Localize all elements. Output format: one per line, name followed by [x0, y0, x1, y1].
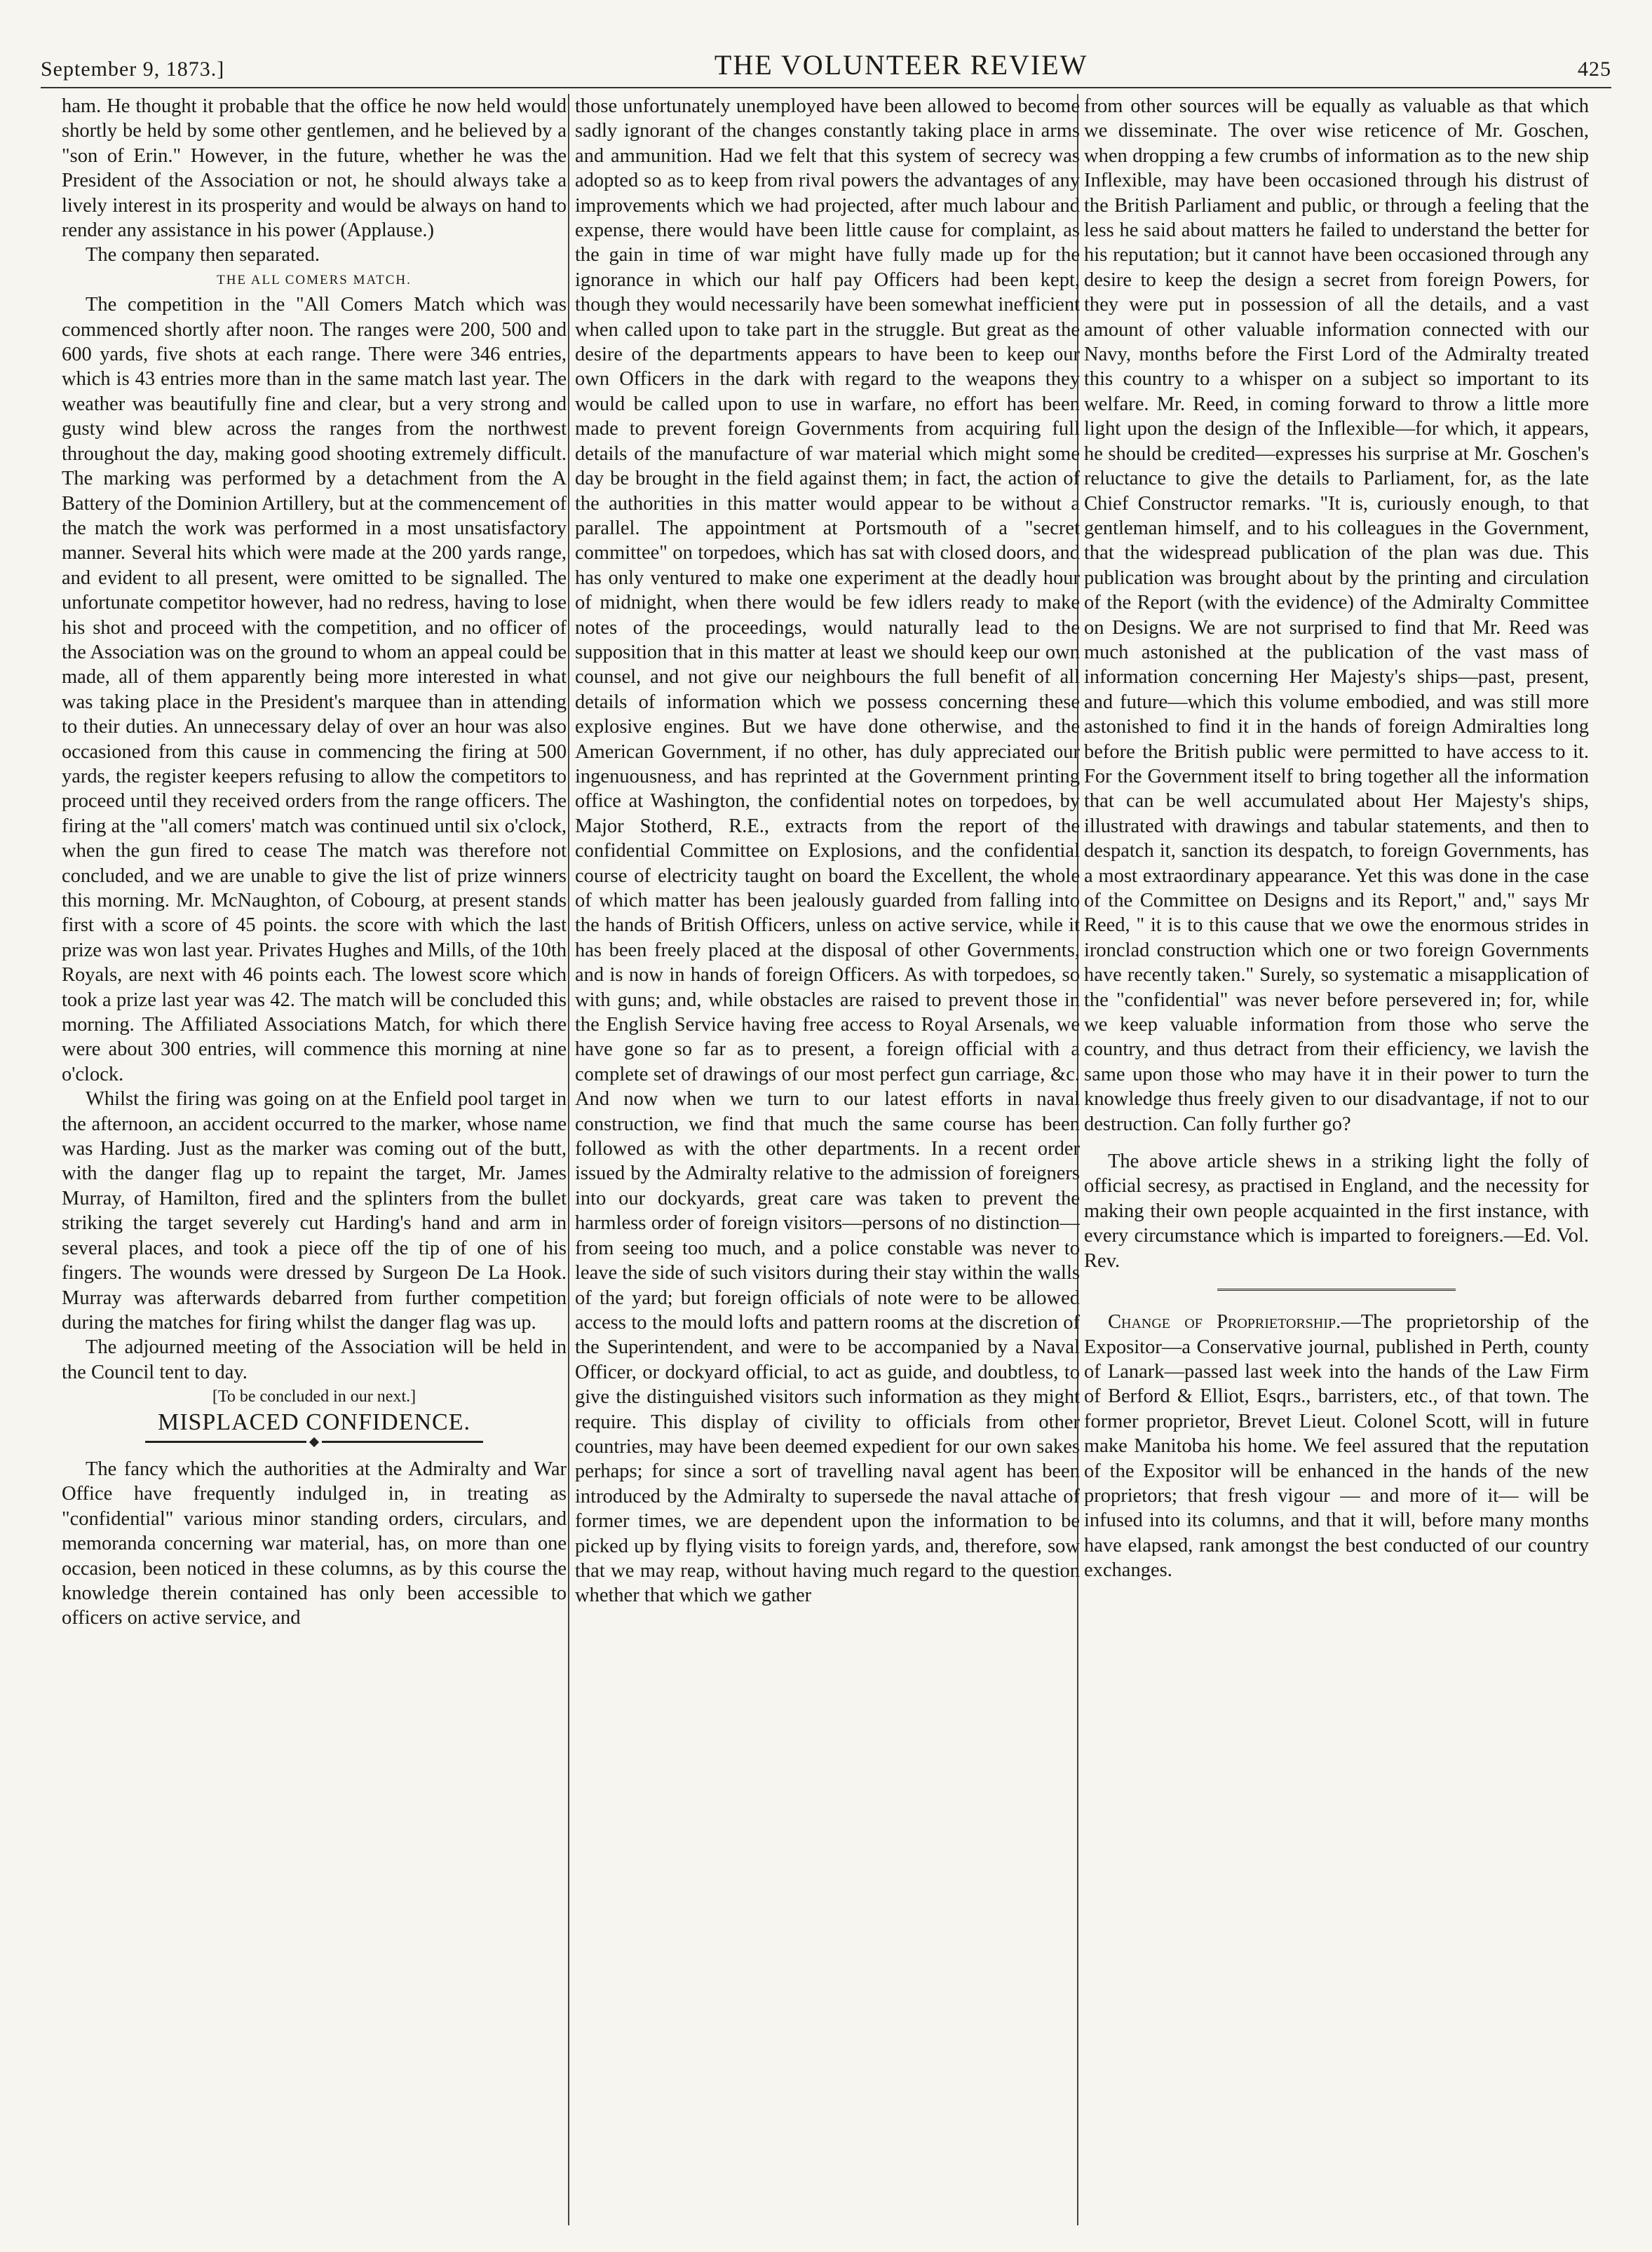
header-date: September 9, 1873.] — [41, 57, 225, 81]
paragraph: from other sources will be equally as valuable as that which we disseminate. The over wise reticence of Mr. Goschen, when dropping a few crumbs of information as to the new ship Inflexible, may have been occasioned through his distrust of the British Parliament and public, or through a feeling that the less he said about matters he failed to understand the better for his reputation; but it cannot have been occasioned through any desire to keep the design a secret from foreign Powers, for they were put in possession of all the details, and a vast amount of other valuable information connected with our Navy, months before the First Lord of the Admiralty treated this country to a whisper on a subject so important to its welfare. Mr. Reed, in coming forward to throw a little more light upon the design of the Inflexible—for which, it appears, he should be credited—expresses his surprise at Mr. Goschen's reluctance to give the details to Parliament, for, as the late Chief Constructor remarks. "It is, curiously enough, to that gentleman himself, and to his colleagues in the Government, that the widespread publication of the plan was due. This publication was brought about by the printing and circulation of the Report (with the evidence) of the Admiralty Committee on Designs. We are not surprised to find that Mr. Reed was much astonished at the publication of the vast mass of information concerning Her Majesty's ships—past, present, and future—which this volume embodied, and was still more astonished to find it in the hands of foreign Admiralties long before the British public were permitted to have access to it. For the Government itself to bring together all the information that can be well accumulated about Her Majesty's ships, illustrated with drawings and tabular statements, and then to despatch it, sanction its despatch, to foreign Governments, has a most extraordinary appearance. Yet this was done in the case of the Committee on Designs and its Report," and," says Mr Reed, " it is to this cause that we owe the enormous strides in ironclad construction which one or two foreign Governments have recently taken." Surely, so systematic a misapplication of the "confidential" was never before persevered in; for, while we keep valuable information from those who serve the country, and thus detract from their efficiency, we lavish the same upon those who may have it in their power to turn the knowledge thus freely given to our disadvantage, if not to our destruction. Can folly further go? — [1084, 95, 1589, 1135]
column-1 — [62, 94, 567, 2218]
notice-text: —The proprietorship of the Expositor—a Conservative journal, published in Perth, county of Lanark—passed last week into the hands of the Law Firm of Berford & Elliot, Esqrs., barristers, etc., of that town. The former proprietor, Brevet Lieut. Colonel Scott, will in future make Manitoba his home. We feel assured that the reputation of the Expositor will be enhanced in the hands of the new proprietors; that fresh vigour — and more of it— will be infused into its columns, and that it will, before many months have elapsed, rank amongst the best conducted of our country exchanges. — [1084, 1311, 1589, 1582]
paragraph: The competition in the "All Comers Match which was commenced shortly after noon. The ranges were 200, 500 and 600 yards, five shots at each range. There were 346 entries, which is 43 entries more than in the same match last year. The weather was beautifully fine and clear, but a very strong and gusty wind blew across the ranges from the northwest throughout the day, making good shooting extremely difficult. The marking was performed by a detachment from the A Battery of the Dominion Artillery, but at the commencement of the match the work was performed in a most unsatisfactory manner. Several hits which were made at the 200 yards range, and evident to all present, were omitted to be signalled. The unfortunate competitor however, had no redress, having to lose his shot and proceed with the competition, and no officer of the Association was on the ground to whom an appeal could be made, all of them apparently being more interested in what was taking place in the President's marquee than in attending to their duties. An unnecessary delay of over an hour was also occasioned from this cause in commencing the firing at 500 yards, the register keepers refusing to allow the competitors to proceed until they received orders from the range officers. The firing at the "all comers' match was continued until six o'clock, when the gun fired to cease The match was therefore not concluded, and we are unable to give the list of prize winners this morning. Mr. McNaughton, of Cobourg, at present stands first with a score of 45 points. the score with which the last prize was won last year. Privates Hughes and Mills, of the 10th Royals, are next with 46 points each. The lowest score which took a prize last year was 42. The match will be concluded this morning. The Affiliated Associations Match, for which there were about 300 entries, will commence this morning at nine o'clock. — [62, 294, 567, 1085]
section-separator — [1217, 1289, 1456, 1293]
column-divider — [568, 94, 569, 2225]
title-ornament — [62, 1439, 567, 1446]
page-header — [41, 41, 1611, 81]
editor-note: The above article shews in a striking light the folly of official secresy, as practised in England, and the necessity for making their own people acquainted in the first instance, with every circumstance which is imparted to foreigners.—Ed. Vol. Rev. — [1084, 1151, 1589, 1272]
article-title: MISPLACED CONFIDENCE. — [157, 1409, 471, 1435]
masthead-title: THE VOLUNTEER REVIEW — [714, 49, 1088, 81]
column-2 — [575, 94, 1080, 2218]
paragraph: The company then separated. — [86, 244, 320, 266]
paragraph: ham. He thought it probable that the office he now held would shortly be held by some other gentlemen, and he believed by a "son of Erin." However, in the future, whether he was the President of the Association or not, he should always take a lively interest in its prosperity and would be always on hand to render any assistance in his power (Applause.) — [62, 95, 567, 242]
paragraph: Whilst the firing was going on at the Enfield pool target in the afternoon, an accident occurred to the marker, whose name was Harding. Just as the marker was coming out of the butt, with the danger flag up to repaint the target, Mr. James Murray, of Hamilton, fired and the splinters from the bullet striking the target severely cut Harding's hand and arm in several places, and took a piece off the tip of one of his fingers. The wounds were dressed by Surgeon De La Hook. Murray was afterwards debarred from further competition during the matches for firing whilst the danger flag was up. — [62, 1088, 567, 1334]
continuation-note: [To be concluded in our next.] — [212, 1388, 417, 1406]
paragraph: The adjourned meeting of the Association will be held in the Council tent to day. — [62, 1336, 567, 1383]
header-rule — [41, 87, 1611, 88]
page-number: 425 — [1578, 57, 1611, 81]
paragraph — [1084, 1310, 1589, 1582]
paragraph: The fancy which the authorities at the Admiralty and War Office have frequently indulged in, in treating as "confidential" various minor standing orders, circulars, and memoranda concerning war material, has, on more than one occasion, been noticed in these columns, as by this course the knowledge therein contained has only been accessible to officers on active service, and — [62, 1458, 567, 1629]
section-subheading: THE ALL COMERS MATCH. — [217, 272, 412, 287]
column-3 — [1084, 94, 1589, 2218]
notice-label: Change of Proprietorship. — [1108, 1311, 1341, 1334]
paragraph: those unfortunately unemployed have been allowed to become sadly ignorant of the changes constantly taking place in arms and ammunition. Had we felt that this system of secrecy was adopted so as to keep from rival powers the advantages of any improvements which we had projected, after much labour and expense, there would have been little cause for complaint, as the gain in time of war might have fully made up for the ignorance in which our half pay Officers had been kept, though they would necessarily have been somewhat inefficient when called upon to take part in the struggle. But great as the desire of the departments appears to have been to keep our own Officers in the dark with regard to the weapons they would be called upon to use in warfare, no effort has been made to prevent foreign Governments from acquiring full details of the manufacture of war material which might some day be brought in the field against them; in fact, the action of the authorities in this matter would appear to be without a parallel. The appointment at Portsmouth of a "secret committee" on torpedoes, which has sat with closed doors, and has only ventured to make one experiment at the deadly hour of midnight, when there would be few idlers ready to make notes of the proceedings, would naturally lead to the supposition that in this matter at least we should keep our own counsel, and not give our neighbours the full benefit of all details of information which we possess concerning these explosive engines. But we have done otherwise, and the American Government, if no other, has duly appreciated our ingenuousness, and has reprinted at the Government printing office at Washington, the confidential notes on torpedoes, by Major Stotherd, R.E., extracts from the report of the confidential Committee on Explosions, and the confidential course of electricity taught on board the Excellent, the whole of which matter has been jealously guarded from falling into the hands of British Officers, unless on active service, while it has been freely placed at the disposal of other Governments, and is now in hands of foreign Officers. As with torpedoes, so with guns; and, while obstacles are raised to prevent those in the English Service having free access to Royal Arsenals, we have gone so far as to present, a foreign official with a complete set of drawings of our most perfect gun carriage, &c. And now when we turn to our latest efforts in naval construction, we find that much the same course has been followed as with the other departments. In a recent order issued by the Admiralty relative to the admission of foreigners into our dockyards, great care was taken to prevent the harmless order of foreign visitors—persons of no distinction—from seeing too much, and a police constable was never to leave the side of such visitors during their stay within the walls of the yard; but foreign officials of note were to be allowed access to the mould lofts and pattern rooms at the discretion of the Superintendent, and were to be accompanied by a Naval Officer, or dockyard official, to act as guide, and doubtless, to give the distinguished visitors such information as they might require. This display of civility to officials from other countries, may have been deemed expedient for our own sakes perhaps; for since a sort of travelling naval agent has been introduced by the Admiralty to supersede the naval attache of former times, we are dependent upon the information to be picked up by flying visits to foreign yards, and, therefore, sow that we may reap, without having much regard to the question whether that which we gather — [575, 95, 1080, 1607]
